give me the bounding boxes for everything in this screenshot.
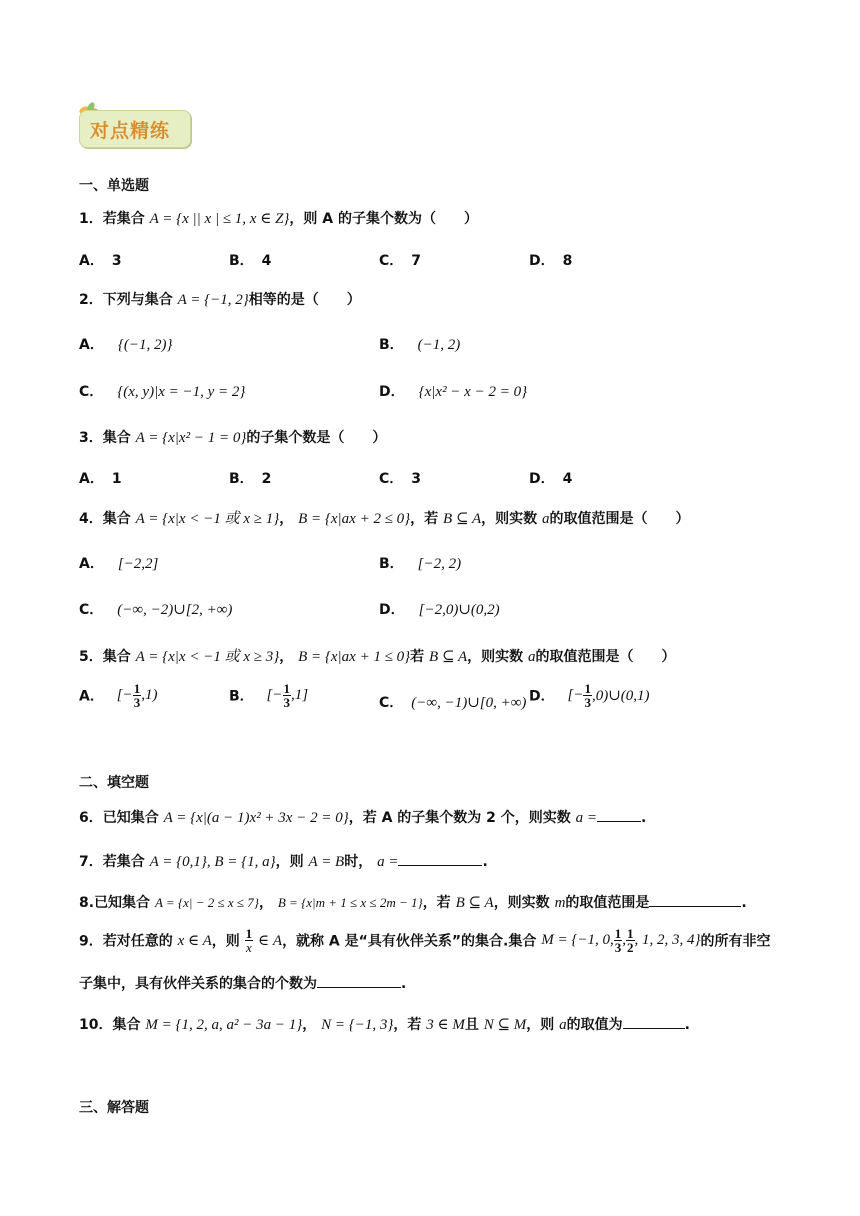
q9-set-end: , 1, 2, 3, 4} bbox=[634, 932, 701, 948]
q3-suffix: 的子集个数是（ ） bbox=[246, 430, 387, 446]
q6-math-var: a = bbox=[575, 810, 598, 826]
q7-end: . bbox=[482, 854, 488, 870]
q7-math-var: a = bbox=[377, 854, 399, 870]
q10-end: . bbox=[684, 1017, 690, 1033]
q2-option-b[interactable]: B． (−1, 2) bbox=[379, 337, 461, 353]
question-9 bbox=[79, 927, 771, 954]
q8-number: 8. bbox=[79, 895, 95, 911]
q9-prefix: 若对任意的 bbox=[102, 933, 173, 950]
q9-middle: ，就称 A 是“具有伙伴关系”的集合.集合 bbox=[282, 933, 537, 950]
q10-prefix: 集合 bbox=[112, 1017, 141, 1033]
q9-fraction-half: $\frac{1}{2}$ bbox=[627, 926, 634, 955]
q2-option-c[interactable]: C． {(x, y)|x = −1, y = 2} bbox=[79, 384, 246, 400]
q9-set-start: M = {−1, 0, bbox=[541, 932, 614, 948]
q6-middle: ，若 A 的子集个数为 2 个，则实数 bbox=[348, 810, 571, 826]
q4-sep-2: ，若 bbox=[410, 511, 439, 527]
q3-number: 3． bbox=[79, 430, 103, 446]
q10-answer-blank[interactable] bbox=[623, 1014, 685, 1029]
section-title-fill-blank: 二、填空题 bbox=[79, 775, 149, 791]
q9-comma: , bbox=[622, 932, 626, 948]
q9-suffix: 的所有非空 bbox=[700, 933, 771, 950]
q8-math-subset: B ⊆ A bbox=[455, 895, 494, 911]
q10-math-var: a bbox=[559, 1017, 567, 1033]
q8-answer-blank[interactable] bbox=[649, 892, 741, 907]
q3-option-b[interactable]: B． 2 bbox=[229, 471, 272, 487]
q5-prefix: 集合 bbox=[102, 649, 131, 665]
q10-sep-2: ，若 bbox=[393, 1017, 422, 1033]
section-badge bbox=[79, 110, 191, 148]
q10-math-m: M = {1, 2, a, a² − 3a − 1} bbox=[145, 1017, 303, 1033]
q5-option-c[interactable]: C． (−∞, −1)∪[0, +∞) bbox=[379, 695, 527, 711]
q10-sep-1: ， bbox=[302, 1017, 317, 1033]
question-1 bbox=[79, 208, 478, 228]
q7-answer-blank[interactable] bbox=[398, 851, 482, 866]
q6-math: A = {x|(a − 1)x² + 3x − 2 = 0} bbox=[163, 810, 349, 826]
q8-sep-1: ， bbox=[258, 895, 273, 911]
q10-math-member: 3 ∈ M bbox=[426, 1017, 465, 1033]
q1-prefix: 若集合 bbox=[102, 211, 145, 227]
q9-math-member: ∈ A bbox=[258, 933, 283, 949]
q8-suffix: 的取值范围是 bbox=[565, 895, 650, 911]
q9-fraction-third: $\frac{1}{3}$ bbox=[614, 926, 622, 955]
question-5 bbox=[79, 645, 676, 666]
q1-option-a[interactable]: A． 3 bbox=[79, 253, 122, 269]
q3-math: A = {x|x² − 1 = 0} bbox=[135, 430, 247, 446]
question-8 bbox=[79, 892, 747, 912]
q4-math-a: A = {x|x < −1 或 x ≥ 1} bbox=[135, 511, 280, 527]
q9-end: . bbox=[401, 976, 407, 992]
q5-suffix: 的取值范围是（ ） bbox=[535, 649, 676, 665]
q7-number: 7． bbox=[79, 854, 103, 870]
q4-option-d[interactable]: D． [−2,0)∪(0,2) bbox=[379, 602, 500, 618]
q4-math-var: a bbox=[542, 511, 550, 527]
question-9-line-2 bbox=[79, 973, 406, 993]
q9-number: 9． bbox=[79, 933, 103, 950]
q4-prefix: 集合 bbox=[102, 511, 131, 527]
q9-answer-blank[interactable] bbox=[317, 973, 401, 988]
q7-math: A = {0,1}, B = {1, a} bbox=[149, 854, 276, 870]
q6-prefix: 已知集合 bbox=[102, 810, 159, 826]
q9-sep-1: ，则 bbox=[211, 933, 240, 950]
q6-answer-blank[interactable] bbox=[597, 807, 641, 822]
q10-math-subset: N ⊆ M bbox=[483, 1017, 527, 1033]
q4-option-a[interactable]: A． [−2,2] bbox=[79, 556, 159, 572]
q1-number: 1． bbox=[79, 211, 103, 227]
question-3 bbox=[79, 427, 386, 447]
q4-math-subset: B ⊆ A bbox=[443, 511, 482, 527]
section-title-answer: 三、解答题 bbox=[79, 1100, 149, 1116]
q5-number: 5． bbox=[79, 649, 103, 665]
q2-number: 2． bbox=[79, 292, 103, 308]
q8-math-var: m bbox=[554, 895, 566, 911]
q2-option-a[interactable]: A． {(−1, 2)} bbox=[79, 337, 173, 353]
q5-math-var: a bbox=[528, 649, 536, 665]
q8-math-b: B = {x|m + 1 ≤ x ≤ 2m − 1} bbox=[277, 895, 423, 910]
q4-sep-1: ， bbox=[279, 511, 294, 527]
q9-fraction: $\frac{1}{x}$ bbox=[245, 926, 253, 955]
q1-math: A = {x || x | ≤ 1, x ∈ Z} bbox=[149, 211, 290, 227]
q4-suffix: 的取值范围是（ ） bbox=[549, 511, 690, 527]
q8-sep-2: ，若 bbox=[422, 895, 451, 911]
q3-prefix: 集合 bbox=[102, 430, 131, 446]
q2-option-d[interactable]: D． {x|x² − x − 2 = 0} bbox=[379, 384, 528, 400]
q1-suffix: ，则 A 的子集个数为（ ） bbox=[289, 211, 479, 227]
q10-math-n: N = {−1, 3} bbox=[321, 1017, 394, 1033]
q9-math: x ∈ A bbox=[177, 933, 212, 949]
q4-option-c[interactable]: C． (−∞, −2)∪[2, +∞) bbox=[79, 602, 233, 618]
section-title-single-choice: 一、单选题 bbox=[79, 178, 149, 194]
badge-label: 对点精练 bbox=[90, 120, 171, 142]
q5-sep-3: ，则实数 bbox=[467, 649, 524, 665]
q7-sep-1: ，则 bbox=[275, 854, 304, 870]
question-2 bbox=[79, 289, 361, 309]
question-7 bbox=[79, 851, 488, 871]
q1-option-c[interactable]: C． 7 bbox=[379, 253, 422, 269]
q2-prefix: 下列与集合 bbox=[102, 292, 173, 308]
q6-number: 6． bbox=[79, 810, 103, 826]
q1-option-d[interactable]: D． 8 bbox=[529, 253, 573, 269]
q8-end: . bbox=[741, 895, 747, 911]
q5-math-subset: B ⊆ A bbox=[429, 649, 468, 665]
q10-sep-3: 且 bbox=[464, 1017, 479, 1033]
q3-option-c[interactable]: C． 3 bbox=[379, 471, 422, 487]
q5-option-b[interactable]: B． [− $\frac{1}{3}$ ,1] bbox=[229, 681, 309, 710]
q5-math-a: A = {x|x < −1 或 x ≥ 3} bbox=[135, 649, 280, 665]
q7-math-eq: A = B bbox=[308, 854, 345, 870]
question-4 bbox=[79, 507, 690, 528]
q5-sep-1: ， bbox=[279, 649, 294, 665]
q4-sep-3: ，则实数 bbox=[481, 511, 538, 527]
q8-prefix: 已知集合 bbox=[94, 895, 151, 911]
q4-math-b: B = {x|ax + 2 ≤ 0} bbox=[298, 511, 411, 527]
q1-option-b[interactable]: B． 4 bbox=[229, 253, 272, 269]
q10-sep-4: ，则 bbox=[526, 1017, 555, 1033]
q2-suffix: 相等的是（ ） bbox=[248, 292, 361, 308]
q4-number: 4． bbox=[79, 511, 103, 527]
q5-option-a[interactable]: A． [− $\frac{1}{3}$ ,1) bbox=[79, 681, 158, 710]
q5-math-b: B = {x|ax + 1 ≤ 0} bbox=[298, 649, 411, 665]
q4-option-b[interactable]: B． [−2, 2) bbox=[379, 556, 462, 572]
q7-prefix: 若集合 bbox=[102, 854, 145, 870]
q10-suffix: 的取值为 bbox=[566, 1017, 623, 1033]
q10-number: 10． bbox=[79, 1017, 113, 1033]
question-10 bbox=[79, 1014, 690, 1034]
q7-sep-2: 时， bbox=[344, 854, 373, 870]
q8-math-a: A = {x| − 2 ≤ x ≤ 7} bbox=[154, 895, 259, 910]
q5-option-d[interactable]: D． [− $\frac{1}{3}$ ,0)∪(0,1) bbox=[529, 681, 650, 710]
q6-end: . bbox=[641, 810, 647, 826]
question-6 bbox=[79, 807, 646, 827]
q8-sep-3: ，则实数 bbox=[493, 895, 550, 911]
q5-sep-2: 若 bbox=[410, 649, 425, 665]
q3-option-a[interactable]: A． 1 bbox=[79, 471, 122, 487]
q9-line-2-text: 子集中，具有伙伴关系的集合的个数为 bbox=[79, 976, 317, 992]
q2-math: A = {−1, 2} bbox=[177, 292, 249, 308]
q3-option-d[interactable]: D． 4 bbox=[529, 471, 573, 487]
